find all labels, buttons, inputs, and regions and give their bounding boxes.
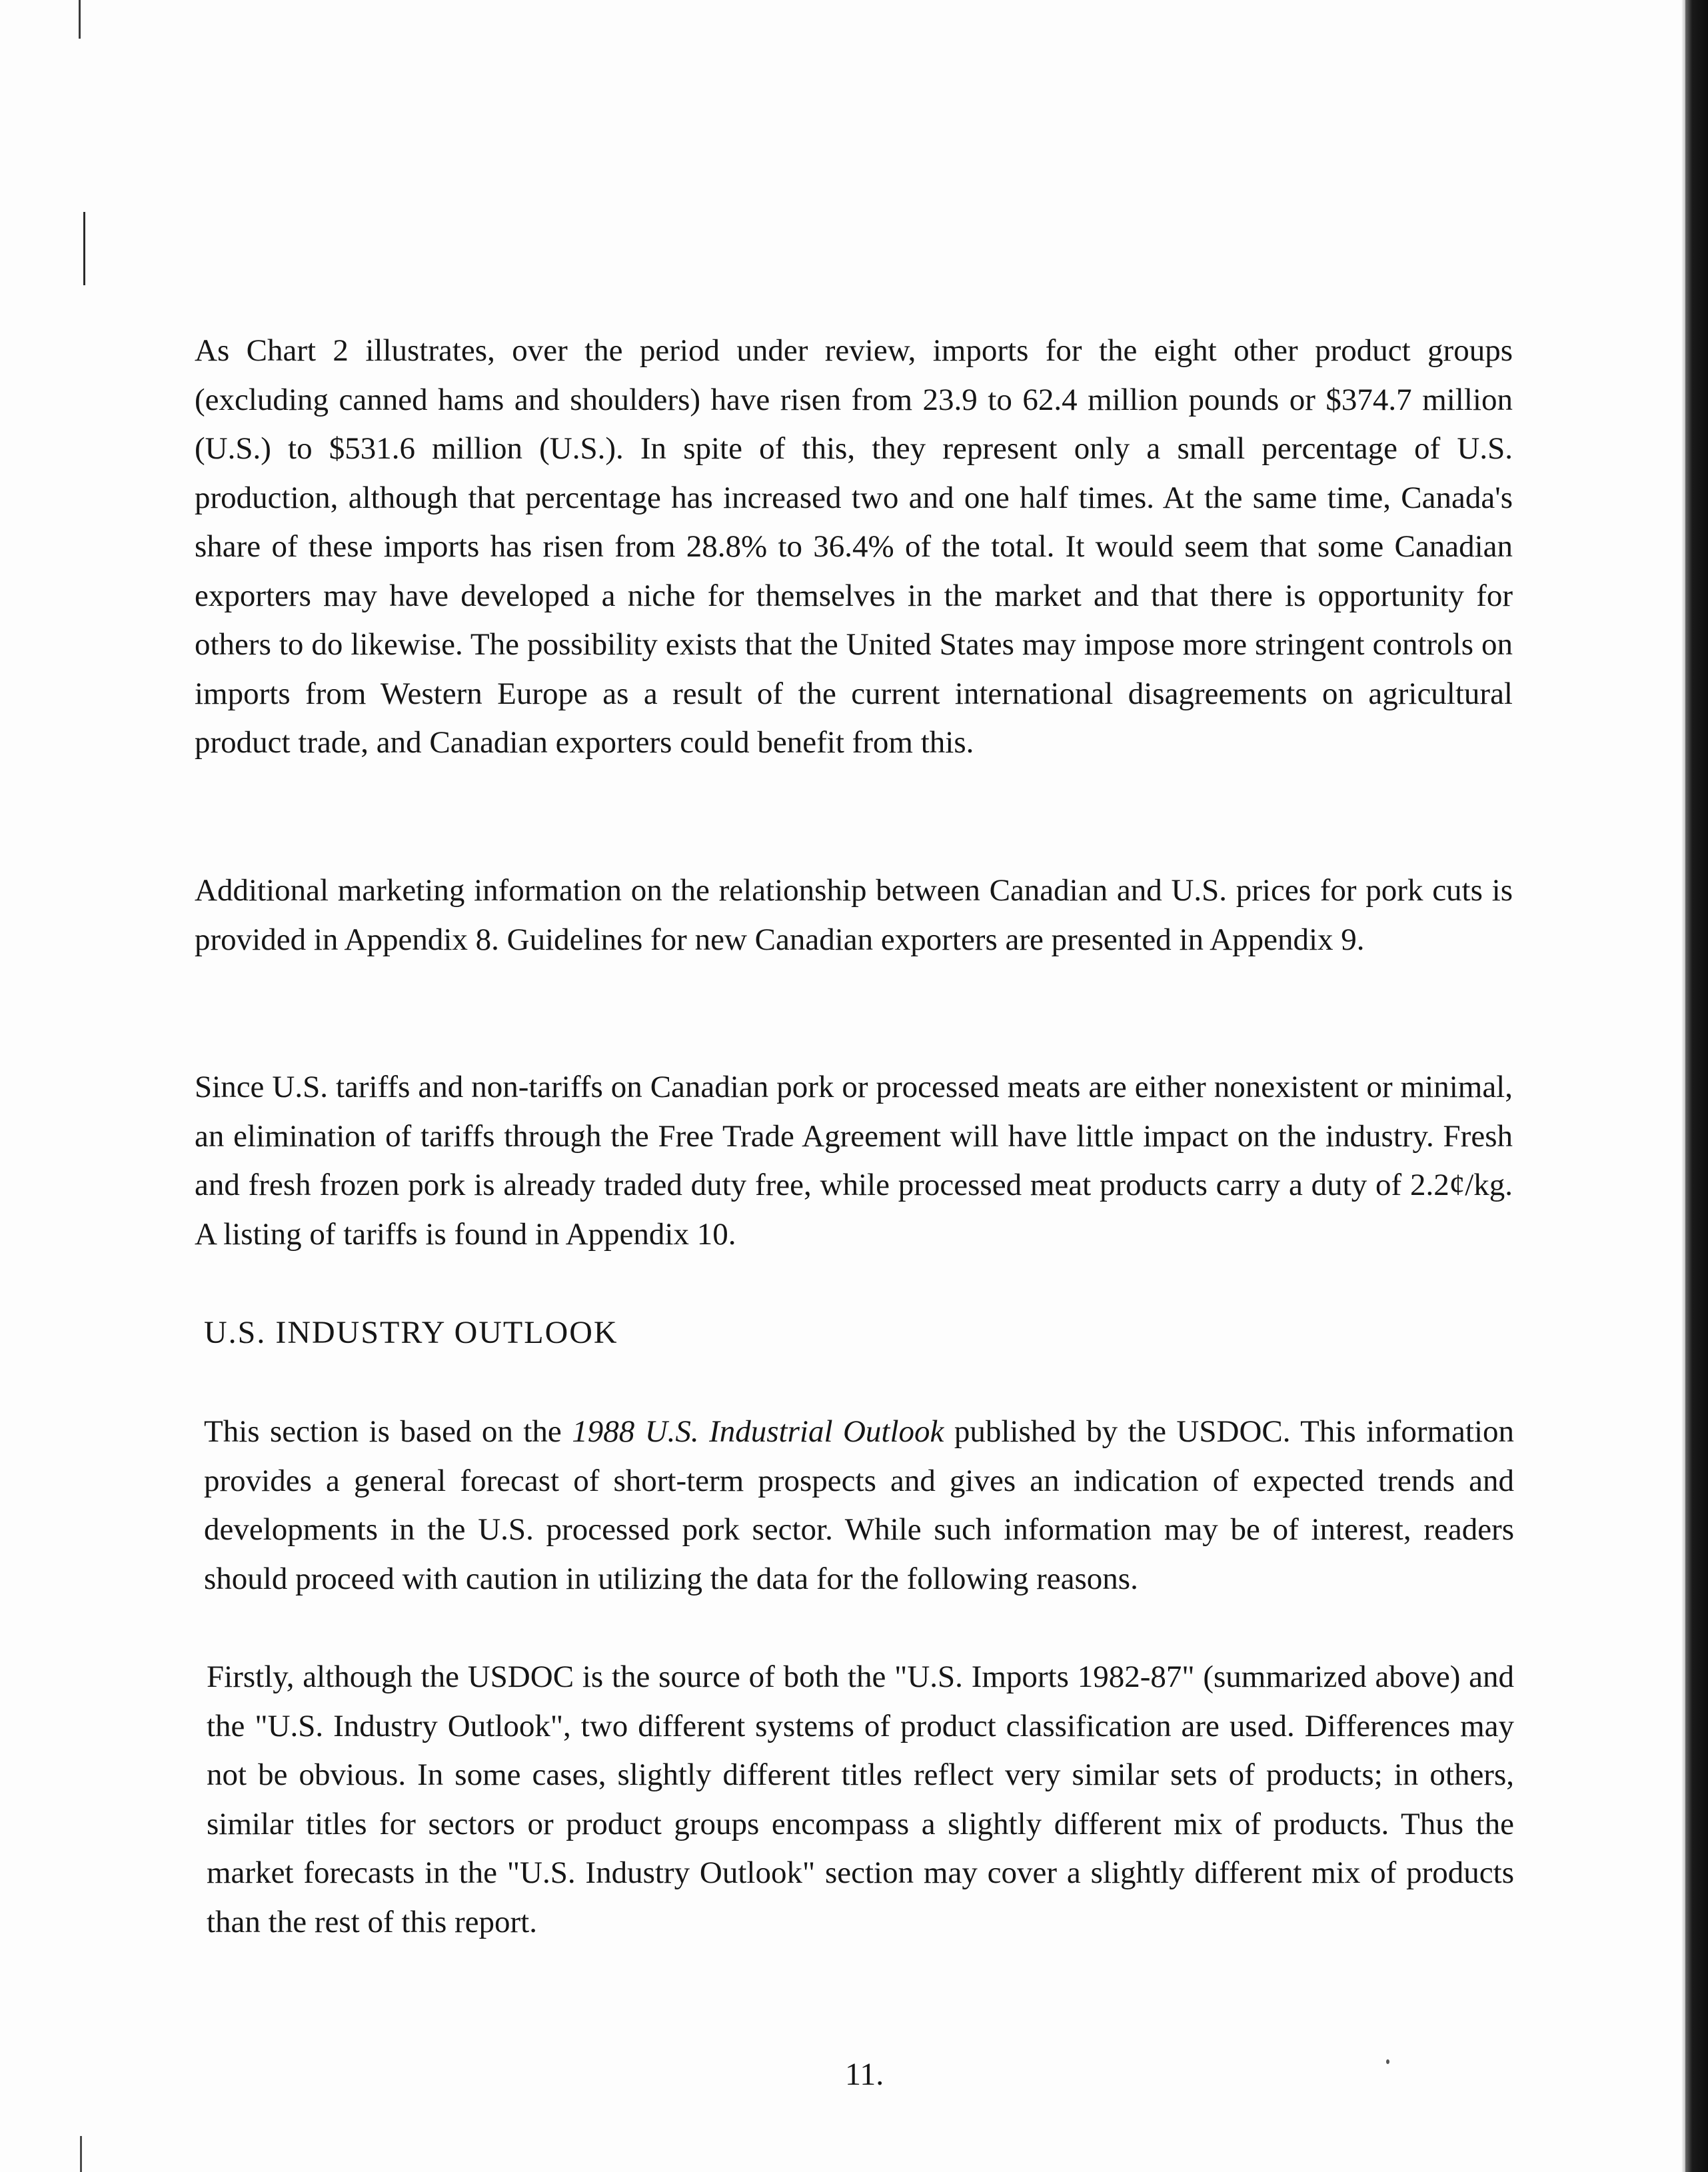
paragraph-classification: Firstly, although the USDOC is the source of both the "U.S. Imports 1982-87" (summarized above) and the "U.S. Industry Outlook", two different systems of product classification are used. Differences may not be obvious. In some cases, slightly different titles reflect very similar sets of products; in others, similar titles for sectors or product groups encompass a slightly different mix of products. Thus the market forecasts in the "U.S. Industry Outlook" section may cover a slightly different mix of products than the rest of this report.: [207, 1659, 1514, 1939]
outlook-text-end: published by the USDOC. This information provides a general forecast of short-term prospects and gives an indication of expected trends and developments in the U.S. processed pork sector. While such information may be of interest, readers should proceed with caution in utilizing the data for the following reasons.: [204, 1414, 1515, 1596]
scan-mark: [80, 2136, 82, 2172]
outlook-text-start: This section is based on the: [204, 1414, 572, 1449]
section-heading: U.S. INDUSTRY OUTLOOK: [204, 1315, 618, 1350]
paragraph-appendix: Additional marketing information on the relationship between Canadian and U.S. prices for pork cuts is provided in Appendix 8. Guidelines for new Canadian exporters are presented in Appendix 9.: [195, 873, 1513, 957]
scan-mark: [79, 0, 81, 39]
paragraph-imports: As Chart 2 illustrates, over the period under review, imports for the eight other product groups (excluding canned hams and shoulders) have risen from 23.9 to 62.4 million pounds or $374.7 million (U.S.) to $531.6 million (U.S.). In spite of this, they represent only a small percentage of U.S. production, although that percentage has increased two and one half times. At the same time, Canada's share of these imports has risen from 28.8% to 36.4% of the total. It would seem that some Canadian exporters may have developed a niche for themselves in the market and that there is opportunity for others to do likewise. The possibility exists that the United States may impose more stringent controls on imports from Western Europe as a result of the current international disagreements on agricultural product trade, and Canadian exporters could benefit from this.: [195, 333, 1513, 760]
scan-speck: [1386, 2059, 1389, 2064]
scan-edge: [1685, 0, 1708, 2172]
paragraph-tariffs: Since U.S. tariffs and non-tariffs on Canadian pork or processed meats are either nonexistent or minimal, an elimination of tariffs through the Free Trade Agreement will have little impact on the industry. Fresh and fresh frozen pork is already traded duty free, while processed meat products carry a duty of 2.2¢/kg. A listing of tariffs is found in Appendix 10.: [195, 1070, 1513, 1252]
page-number: 11.: [845, 2057, 884, 2092]
scan-mark: [83, 212, 85, 285]
paragraph-outlook: [204, 1408, 1514, 1604]
publication-title: 1988 U.S. Industrial Outlook: [572, 1414, 944, 1449]
